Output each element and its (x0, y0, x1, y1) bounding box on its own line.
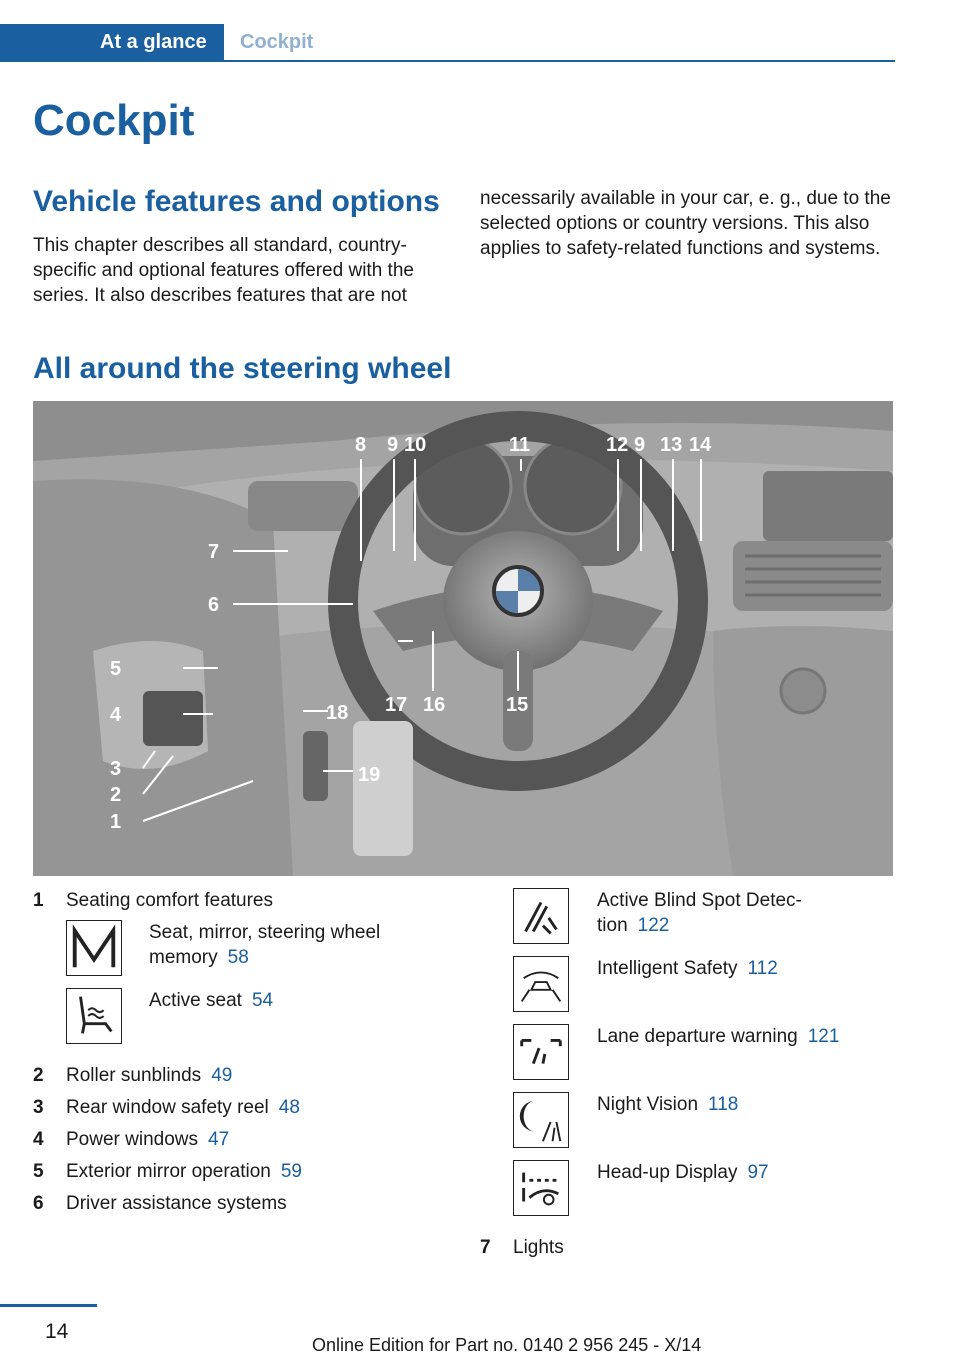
item-label: Seat, mirror, steering wheel memory (149, 922, 381, 968)
page-link[interactable]: 54 (251, 990, 274, 1011)
intro-text-left: This chapter describes all standard, country-specific and optional features offered with the series. It also describes features that are not (33, 235, 414, 306)
item-label: Night Vision (597, 1094, 699, 1115)
callout-8: 8 (355, 434, 367, 456)
callout-3: 3 (110, 758, 122, 780)
section-title: Vehicle features and options (33, 185, 440, 218)
tab-cockpit[interactable]: Cockpit (240, 31, 314, 53)
callout-6: 6 (208, 594, 220, 616)
callout-18: 18 (326, 702, 349, 724)
item-label: Active seat (149, 990, 242, 1011)
item-label: Rear window safety reel (66, 1097, 269, 1118)
callout-15: 15 (506, 694, 529, 716)
item-label: Driver assistance systems (66, 1193, 287, 1214)
callout-14: 14 (689, 434, 712, 456)
item-label: Intelligent Safety (597, 958, 738, 979)
page-link[interactable]: 49 (211, 1065, 233, 1086)
memory-m-icon (66, 920, 122, 976)
page-link[interactable]: 97 (747, 1162, 769, 1183)
callout-12: 12 (606, 434, 629, 456)
item-label-line1: Active Blind Spot Detec- (597, 890, 802, 911)
night-vision-icon (513, 1092, 569, 1148)
list-subitem-night-vision (597, 1092, 738, 1117)
item-number: 1 (33, 890, 44, 911)
active-seat-icon (66, 988, 122, 1044)
item-label: Lane departure warning (597, 1026, 798, 1047)
intelligent-safety-icon (513, 956, 569, 1012)
callout-9: 9 (387, 434, 399, 456)
item-label-line2: tion (597, 915, 628, 936)
list-subitem-blind-spot (597, 888, 857, 938)
callout-5: 5 (110, 658, 122, 680)
head-up-display-icon (513, 1160, 569, 1216)
item-label: Power windows (66, 1129, 198, 1150)
list-subitem-active-seat (149, 988, 273, 1013)
item-label: Lights (513, 1237, 564, 1258)
item-label: Head-up Display (597, 1162, 738, 1183)
page-number: 14 (45, 1320, 69, 1343)
cockpit-illustration (33, 401, 893, 876)
item-number: 3 (33, 1097, 44, 1118)
item-number: 7 (480, 1237, 491, 1258)
item-number: 5 (33, 1161, 44, 1182)
page-link[interactable]: 47 (208, 1129, 230, 1150)
list-subitem-memory (149, 920, 439, 970)
footer-rule (0, 1304, 97, 1307)
page-link[interactable]: 112 (747, 958, 778, 979)
item-number: 6 (33, 1193, 44, 1214)
callout-2: 2 (110, 784, 122, 806)
callout-4: 4 (110, 704, 122, 726)
lane-departure-icon (513, 1024, 569, 1080)
item-label: Roller sunblinds (66, 1065, 202, 1086)
blind-spot-icon (513, 888, 569, 944)
page-link[interactable]: 59 (280, 1161, 302, 1182)
page-link[interactable]: 58 (227, 947, 249, 968)
edition-footer: Online Edition for Part no. 0140 2 956 245 - X/14 (312, 1335, 702, 1355)
page-link[interactable]: 122 (637, 915, 670, 936)
item-number: 4 (33, 1129, 44, 1150)
item-label: Exterior mirror operation (66, 1161, 271, 1182)
steering-section-title: All around the steering wheel (33, 352, 452, 385)
list-subitem-lane-departure (597, 1024, 839, 1049)
callout-9b: 9 (634, 434, 646, 456)
callout-7: 7 (208, 541, 220, 563)
callout-16: 16 (423, 694, 446, 716)
callout-11: 11 (509, 434, 531, 456)
page-link[interactable]: 48 (278, 1097, 300, 1118)
page-title: Cockpit (33, 96, 195, 145)
list-subitem-head-up-display (597, 1160, 769, 1185)
callout-10: 10 (404, 434, 427, 456)
page-link[interactable]: 118 (708, 1094, 739, 1115)
tab-at-a-glance[interactable]: At a glance (0, 24, 224, 61)
callout-13: 13 (660, 434, 683, 456)
item-label: Seating comfort features (66, 890, 273, 911)
callout-1: 1 (110, 811, 122, 833)
item-number: 2 (33, 1065, 44, 1086)
list-subitem-intelligent-safety (597, 956, 778, 981)
cockpit-drawing (33, 401, 893, 876)
page-link[interactable]: 121 (807, 1026, 840, 1047)
callout-17: 17 (385, 694, 408, 716)
callout-19: 19 (358, 764, 381, 786)
header-tabbar (0, 24, 895, 62)
intro-text-right: necessarily available in your car, e. g., due to the selected options or country versions. This also applies to safety-related functions and systems. (480, 188, 891, 259)
